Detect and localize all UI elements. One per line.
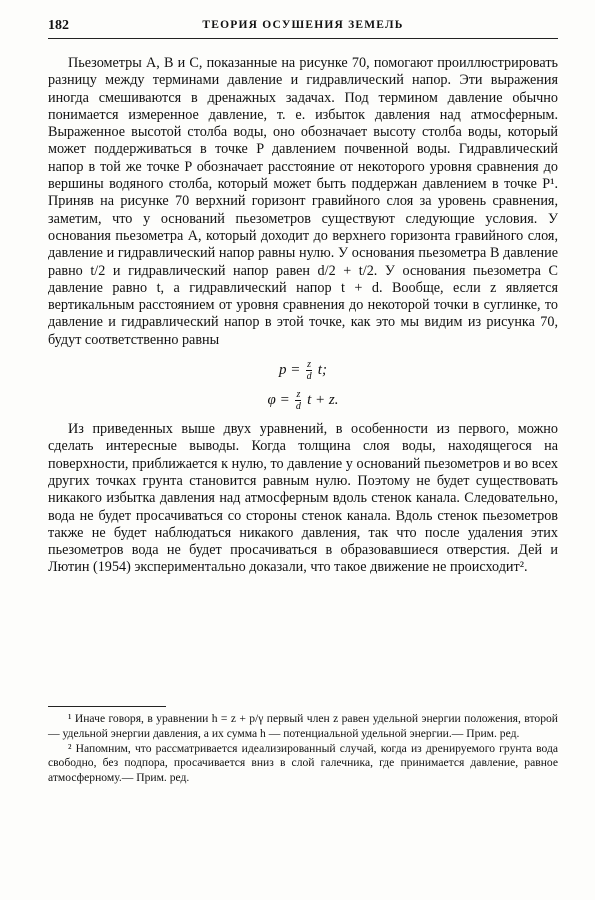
fraction-denominator: d (306, 371, 312, 383)
page-number: 182 (48, 18, 69, 33)
footnote-divider (48, 706, 166, 707)
fraction-denominator: d (295, 401, 301, 413)
paragraph: Из приведенных выше двух уравнений, в особенности из первого, можно сделать интересные выводы. Когда толщина слоя воды, находящегося на поверхности, приближается к нулю, то давление у оснований пьезометров и во всех других точках грунта становится равным нулю. Поэтому не будет существовать никакого избытка давления над атмосферным вдоль стенок канала. Следовательно, вода не будет просачиваться со стороны стенок канала. Вдоль стенок пьезометров также не будет наблюдаться никакого давления, так что после удаления этих пьезометров вода не будет просачиваться в образовавшиеся отверстия. Дей и Лютин (1954) экспериментально доказали, что такое движение не происходит². (48, 421, 558, 576)
fraction (306, 359, 312, 382)
formula-lhs: φ = (267, 392, 290, 409)
fraction (295, 389, 301, 412)
fraction-numerator: z (296, 389, 301, 401)
footnote: ¹ Иначе говоря, в уравнении h = z + p/γ первый член z равен удельной энергии положения, второй — удельной энергии давления, а их сумма h — потенциальной удельной энергии.— Прим. ред. (48, 712, 558, 740)
pressure-formula (48, 355, 558, 385)
formula-rhs: t; (317, 362, 327, 379)
footnotes (48, 712, 558, 786)
running-title: ТЕОРИЯ ОСУШЕНИЯ ЗЕМЕЛЬ (202, 19, 404, 31)
page-header (48, 18, 558, 39)
fraction-numerator: z (307, 359, 312, 371)
main-text (48, 55, 558, 577)
formula-block (48, 355, 558, 415)
formula-lhs: p = (279, 362, 301, 379)
formula-rhs: t + z. (307, 392, 339, 409)
head-formula (48, 385, 558, 415)
footnote: ² Напомним, что рассматривается идеализированный случай, когда из дренируемого грунта вода свободно, без подпора, просачивается вниз в слой галечника, где принимается давление, равное атмосферному.— Прим. ред. (48, 741, 558, 785)
paragraph: Пьезометры A, B и C, показанные на рисунке 70, помогают проиллюстрировать разницу между терминами давление и гидравлический напор. Эти выражения иногда смешиваются в дренажных задачах. Под термином давление обычно понимается измеренное давление, т. е. избыток давления над атмосферным. Выраженное высотой столба воды, оно обозначает высоту столба воды, который может поддерживаться в точке P давлением почвенной воды. Гидравлический напор в той же точке P обозначает расстояние от некоторого уровня сравнения до вершины водяного столба, который может быть поддержан давлением в точке P¹. Приняв на рисунке 70 верхний горизонт гравийного слоя за уровень сравнения, заметим, что у оснований пьезометров существуют следующие условия. У основания пьезометра A, который доходит до верхнего горизонта гравийного слоя, давление и гидравлический напор равны нулю. У основания пьезометра B давление равно t/2 и гидравлический напор равен d/2 + t/2. У основания пьезометра C давление равно t, а гидравлический напор t + d. Вообще, если z является вертикальным расстоянием от уровня сравнения до некоторой точки в суглинке, то давление и гидравлический напор в этой точке, как это мы видим из рисунка 70, будут соответственно равны (48, 55, 558, 348)
